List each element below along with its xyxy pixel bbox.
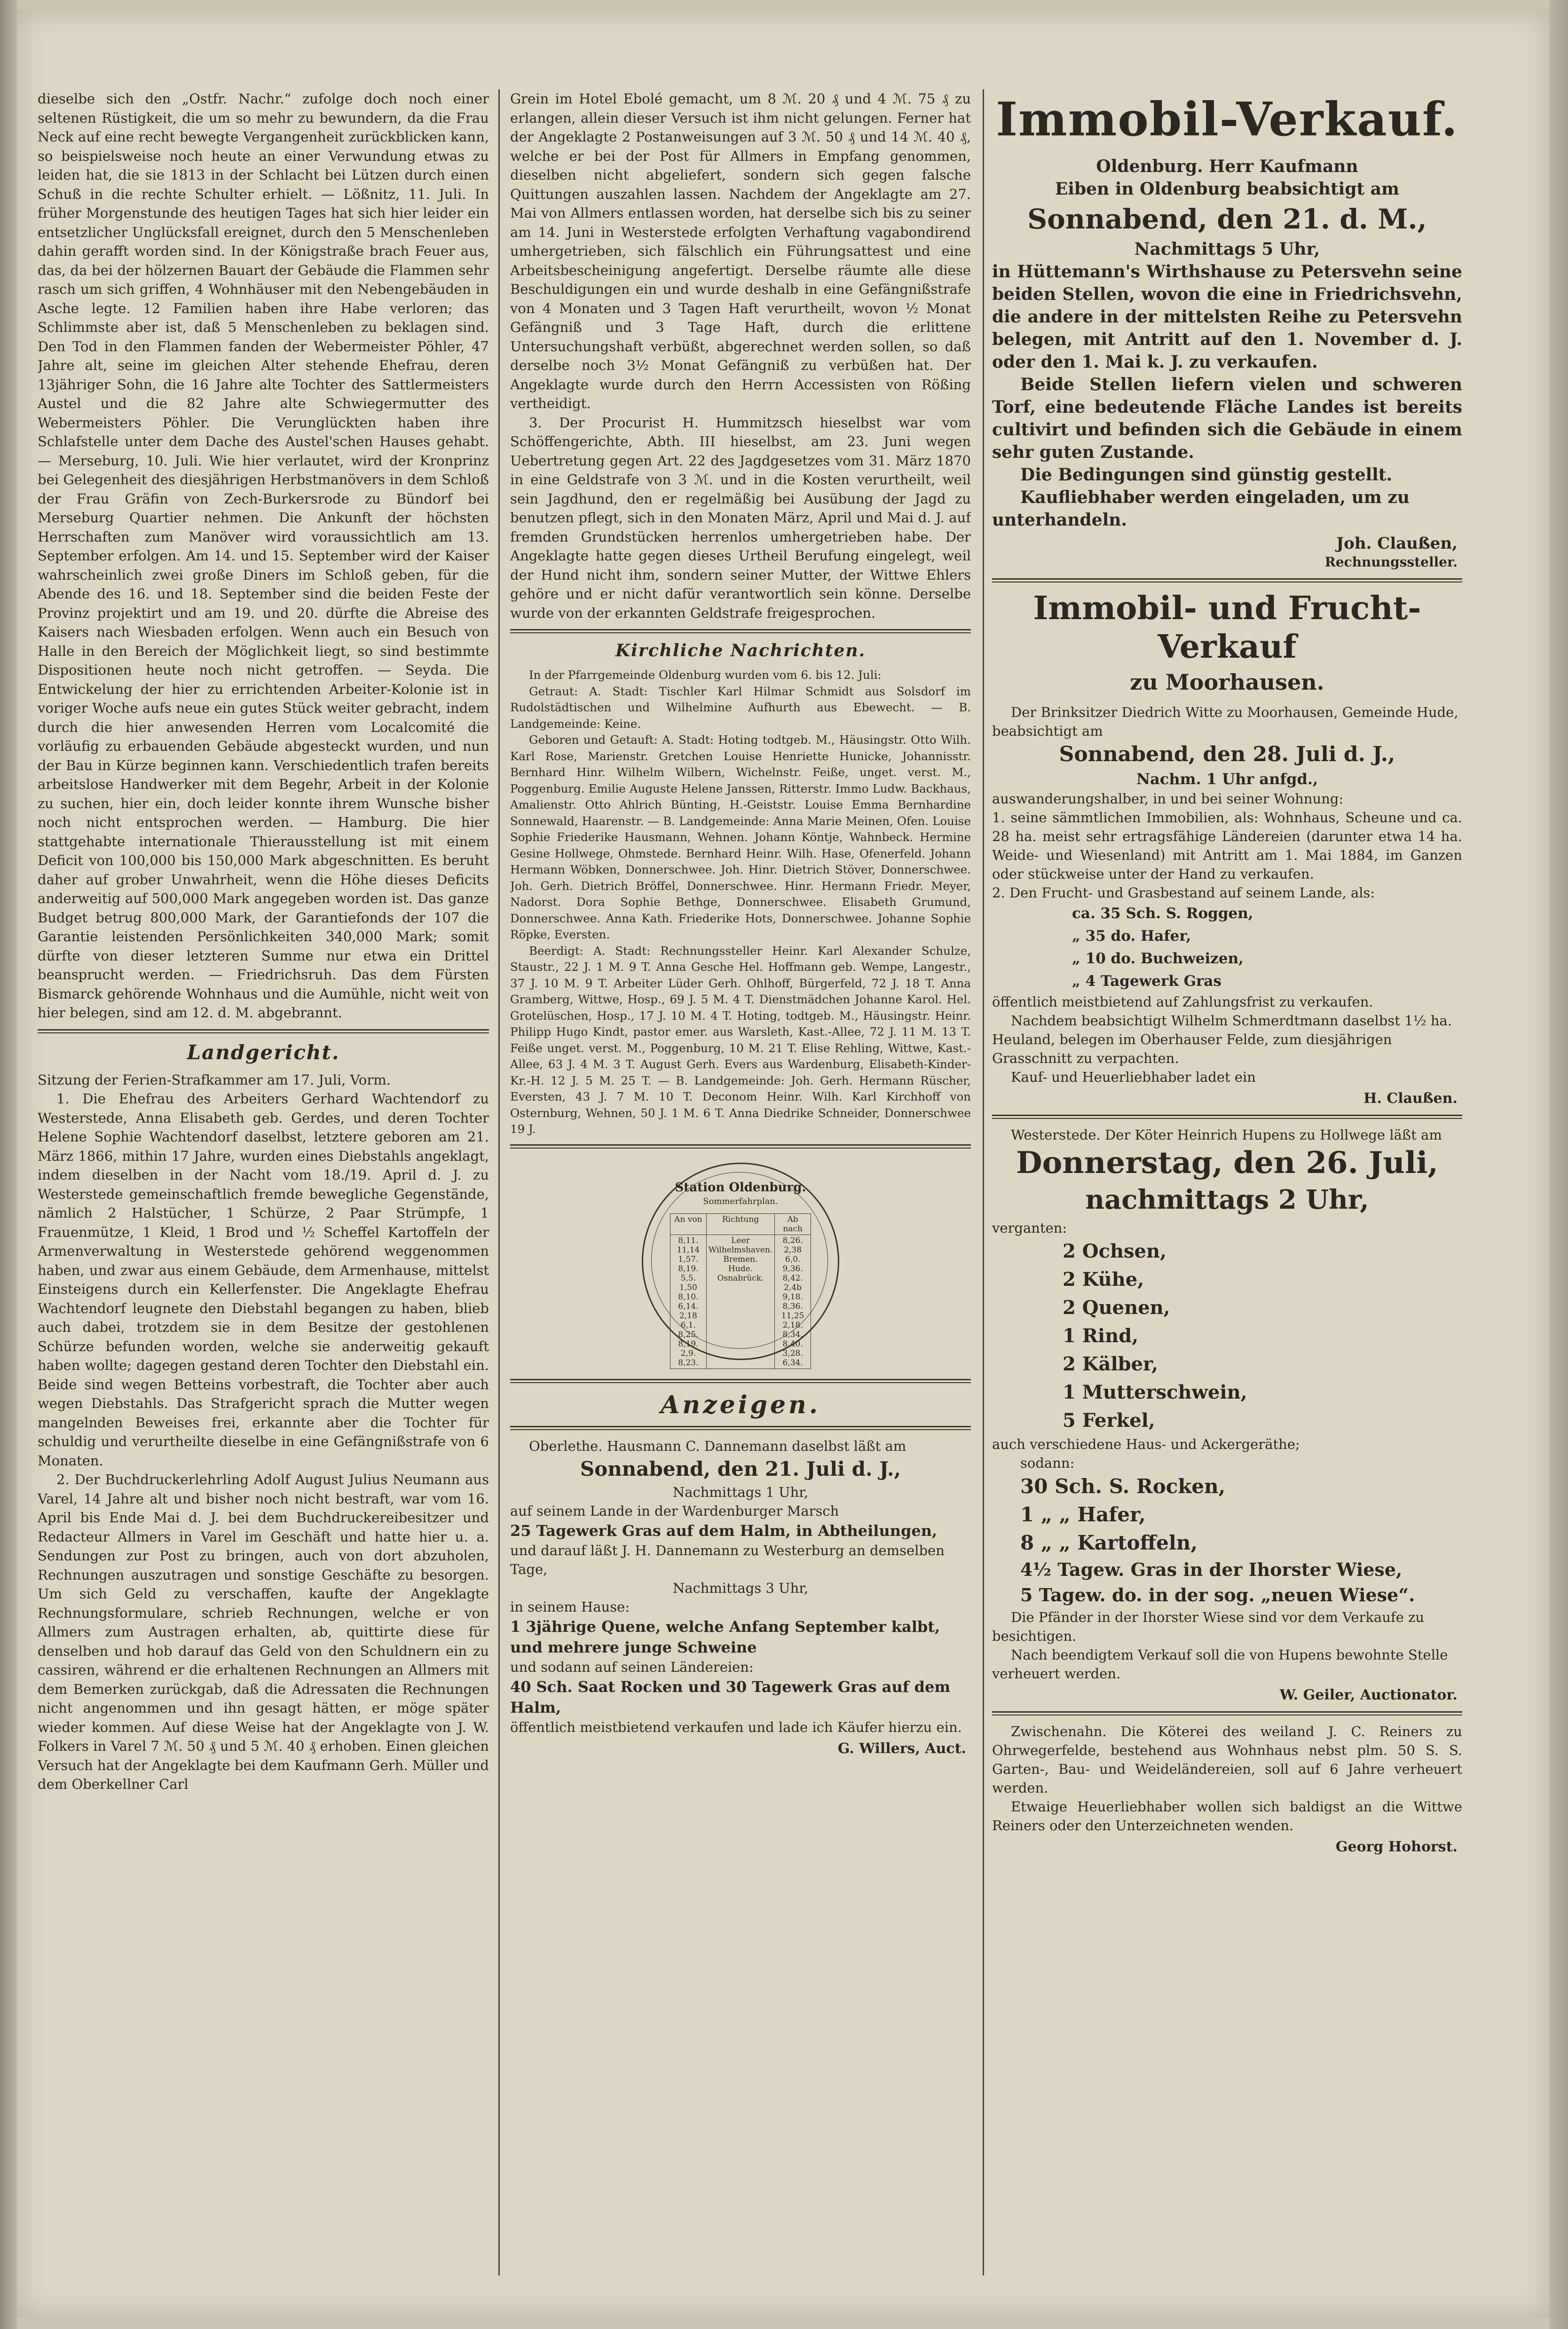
- section-divider: [510, 629, 971, 633]
- ad-frucht-time: Nachm. 1 Uhr anfgd.,: [1136, 770, 1318, 788]
- ad-hupens-animal: 1 Rind,: [1063, 1325, 1139, 1347]
- section-divider: [992, 1711, 1462, 1715]
- ad-hupens-signature: W. Geiler, Auctionator.: [1279, 1687, 1458, 1703]
- ad-hupens-animal: 2 Kühe,: [1063, 1268, 1144, 1290]
- ad-frucht-text-6: Kauf- und Heuerliebhaber ladet ein: [1011, 1069, 1256, 1085]
- section-divider: [992, 1115, 1462, 1119]
- ad-frucht-text-3: 2. Den Frucht- und Grasbestand auf seinem Lande, als:: [992, 885, 1375, 901]
- ad-dannemann-intro: Oberlethe. Hausmann C. Dannemann daselbst läßt am: [529, 1438, 906, 1454]
- ad-hupens-crop: 4½ Tagew. Gras in der Ihorster Wiese,: [1020, 1559, 1403, 1580]
- ad-frucht-row: „ 4 Tagewerk Gras: [1072, 973, 1221, 990]
- ad-frucht-text-5: Nachdem beabsichtigt Wilhelm Schmerdtmann daselbst 1½ ha. Heuland, belegen im Oberhauser Felde, zum diesjährigen Grasschnitt zu verpachten.: [992, 1013, 1452, 1066]
- timetable-title: Station Oldenburg.: [675, 1180, 806, 1195]
- page-edge: [1550, 0, 1568, 2329]
- ad-frucht-text-1: auswanderungshalber, in und bei seiner Wohnung:: [992, 791, 1344, 807]
- ad-hupens-date: Donnerstag, den 26. Juli,: [1016, 1145, 1438, 1180]
- column-rule: [498, 89, 500, 2275]
- church-heading: Kirchliche Nachrichten.: [615, 641, 866, 661]
- binding-edge: [0, 0, 17, 2329]
- ad-immobil-signature-role: Rechnungssteller.: [1324, 554, 1458, 570]
- court-heading: Landgericht.: [187, 1040, 340, 1064]
- ad-immobil-line-1: Oldenburg. Herr Kaufmann: [1096, 157, 1358, 176]
- timetable-header-arrivals: An von: [670, 1213, 707, 1235]
- section-divider: [510, 1379, 971, 1383]
- ad-frucht-row: „ 35 do. Hafer,: [1072, 928, 1191, 944]
- ad-hupens-verb: verganten:: [992, 1220, 1067, 1236]
- church-births: Geboren und Getauft: A. Stadt: Hoting todtgeb. M., Häusingstr. Otto Wilh. Karl Rose, Marienstr. Gretchen Louise Henriette Hunicke, Johannisstr. Bernhard Hinr. Wilhelm Wilbern, Wichelnstr. Feiße, unget. verst. M., Poggenburg. Emilie Auguste Helene Janssen, Ritterstr. Immo Ludw. Backhaus, Amalienstr. Otto Ahlrich Bünting, H.-Geiststr. Louise Emma Bernhardine Sonnewald, Haarenstr. — B. Landgemeinde: Anna Marie Meinen, Ofen. Louise Sophie Friederike Hausmann, Wehnen. Johann Köntje, Wahnbeck. Hermine Gesine Hollwege, Ohmstede. Bernhard Heinr. Wilh. Hase, Ofenerfeld. Johann Hermann Wöbken, Donnerschwee. Joh. Hinr. Dietrich Stöver, Donnerschwee. Joh. Gerh. Dietrich Bröffel, Donnerschwee. Hinr. Hermann Friedr. Meyer, Nadorst. Dora Sophie Bethge, Donnerschwee. Elisabeth Grumund, Donnerschwee. Anna Kath. Friederike Hots, Donnerschwee. Johanne Sophie Röpke, Eversten.: [510, 733, 971, 941]
- ad-frucht-intro: Der Brinksitzer Diedrich Witte zu Moorhausen, Gemeinde Hude, beabsichtigt am: [992, 704, 1458, 739]
- ad-immobil-body-3: Die Bedingungen sind günstig gestellt.: [1020, 465, 1392, 485]
- section-divider: [992, 578, 1462, 582]
- ad-hupens-animal: 2 Kälber,: [1063, 1353, 1158, 1375]
- ad-dannemann-item-2: 1 3jährige Quene, welche Anfang September kalbt, und mehrere junge Schweine: [510, 1617, 940, 1656]
- column-1: [38, 89, 489, 2299]
- section-divider: [510, 1426, 971, 1430]
- ad-immobil-time: Nachmittags 5 Uhr,: [1134, 239, 1320, 259]
- ad-dannemann-and: und darauf läßt J. H. Dannemann zu Westerburg an demselben Tage,: [510, 1542, 945, 1577]
- court-case-1: 1. Die Ehefrau des Arbeiters Gerhard Wachtendorf zu Westerstede, Anna Elisabeth geb. Gerdes, und deren Tochter Helene Sophie Wachtendorf daselbst, letztere geboren am 21. März 1866, mithin 17 Jahre, wurden eines Diebstahls angeklagt, indem dieselben in der Nacht vom 18./19. April d. J. zu Westerstede gemeinschaftlich fremde bewegliche Gegenstände, nämlich 2 Halstücher, 1 Schürze, 2 Paar Strümpfe, 1 Frauenmütze, 1 Kleid, 1 Brod und ½ Scheffel Kartoffeln der Armenverwaltung in Westerstede gehörend weggenommen haben, und zwar aus einem Gebäude, dem Armenhause, mittelst Einsteigens durch ein Kellerfenster. Die Angeklagte Ehefrau Wachtendorf leugnete den Diebstahl begangen zu haben, blieb auch dabei, trotzdem sie in dem Besitze der gestohlenen Schürze befunden worden, welche sie anderweitig gekauft haben wollte; dagegen gestand deren Tochter den Diebstahl ein. Beide sind wegen Betteins vorbestraft, die Tochter aber auch wegen Diebstahls. Das Strafgericht sprach die Mutter wegen mangelnden Beweises frei, erkannte aber die Tochter für schuldig und verurtheilte dieselbe in eine Gefängnißstrafe von 6 Monaten.: [38, 1091, 489, 1469]
- church-marriages: Getraut: A. Stadt: Tischler Karl Hilmar Schmidt aus Solsdorf im Rudolstädtischen und Wilhelmine Aufhurth aus Ebewecht. — B. Landgemeinde: Keine.: [510, 684, 971, 731]
- ad-dannemann-date: Sonnabend, den 21. Juli d. J.,: [580, 1457, 901, 1480]
- ad-dannemann-location: auf seinem Lande in der Wardenburger Marsch: [510, 1503, 839, 1519]
- ad-hupens-text-3: Die Pfänder in der Ihorster Wiese sind vor dem Verkaufe zu besichtigen.: [992, 1609, 1425, 1644]
- timetable-header-direction: Richtung: [706, 1213, 774, 1235]
- timetable-subtitle: Sommerfahrplan.: [703, 1196, 778, 1206]
- ad-hupens-crop: 30 Sch. S. Rocken,: [1020, 1475, 1226, 1498]
- ad-frucht-signature: H. Claußen.: [1363, 1090, 1458, 1107]
- ad-frucht-text-4: öffentlich meistbietend auf Zahlungsfrist zu verkaufen.: [992, 994, 1373, 1010]
- timetable-arrivals: 8,11. 11,14 1,57. 8,19. 5,5. 1,50 8,10. 6,14. 2,18 6,1. 8,25. 8,19. 2,9. 8,23.: [670, 1235, 707, 1369]
- timetable-directions: Leer Wilhelmshaven. Bremen. Hude. Osnabrück.: [706, 1235, 774, 1369]
- ad-dannemann-lands: und sodann auf seinen Ländereien:: [510, 1659, 754, 1675]
- timetable-departures: 8,26. 2,38 6,0. 9,36. 8,42. 2,4b 9,18. 8,36. 11,25 2,18. 8,34. 8,40. 3,28. 6,34.: [775, 1235, 811, 1369]
- column-2: [510, 89, 971, 2299]
- column-3: [992, 89, 1462, 2299]
- ad-hupens-animal: 2 Ochsen,: [1063, 1240, 1167, 1262]
- ad-dannemann-signature: G. Willers, Auct.: [837, 1740, 966, 1757]
- court-session: Sitzung der Ferien-Strafkammer am 17. Juli, Vorm.: [38, 1071, 391, 1088]
- ad-immobil-body-4: Kaufliebhaber werden eingeladen, um zu unterhandeln.: [992, 488, 1410, 530]
- ad-frucht-date: Sonnabend, den 28. Juli d. J.,: [1059, 742, 1395, 766]
- ad-frucht-row: „ 10 do. Buchweizen,: [1072, 950, 1244, 967]
- ad-immobil-signature: Joh. Claußen,: [1336, 534, 1458, 553]
- column-rule: [983, 89, 984, 2275]
- court-case-3: 3. Der Procurist H. Hummitzsch hieselbst war vom Schöffengerichte, Abth. III hieselbst, am 23. Juni wegen Uebertretung gegen Art. 22 des Jagdgesetzes vom 31. März 1870 in eine Geldstrafe von 3 ℳ. und in die Kosten verurtheilt, weil sein Jagdhund, den er regelmäßig bei Ausübung der Jagd zu benutzen pflegt, sich in den Monaten März, April und Mai d. J. auf fremden Grundstücken herrenlos umhergetrieben habe. Der Angeklagte hatte gegen dieses Urtheil Berufung eingelegt, weil der Hund nicht ihm, sondern seiner Mutter, der Wittwe Ehlers gehöre und er nicht dafür verantwortlich sein könne. Derselbe wurde von der erkannten Geldstrafe freigesprochen.: [510, 414, 971, 621]
- ads-heading: Anzeigen.: [661, 1390, 820, 1419]
- ad-dannemann-item-3: 40 Sch. Saat Rocken und 30 Tagewerk Gras auf dem Halm,: [510, 1677, 951, 1716]
- ad-immobil-body-2: Beide Stellen liefern vielen und schweren Torf, eine bedeutende Fläche Landes ist bereits cultivirt und befinden sich die Gebäude in einem sehr guten Zustande.: [992, 375, 1462, 462]
- section-divider: [38, 1029, 489, 1033]
- train-timetable-seal: [642, 1163, 839, 1368]
- ad-reiners-text-1: Zwischenahn. Die Köterei des weiland J. C. Reiners zu Ohrwegerfelde, bestehend aus Wohnhaus nebst plm. 50 S. S. Garten-, Bau- und Weideländereien, soll auf 6 Jahre verheuert werden.: [992, 1723, 1462, 1796]
- ad-frucht-subtitle: zu Moorhausen.: [1130, 669, 1324, 695]
- ad-frucht-text-2: 1. seine sämmtlichen Immobilien, als: Wohnhaus, Scheune und ca. 28 ha. meist sehr ertragsfähige Ländereien (darunter etwa 14 ha. Weide- und Wiesenland) mit Antritt am 1. Mai 1884, im Ganzen oder stückweise unter der Hand zu verkaufen.: [992, 810, 1462, 882]
- ad-hupens-animal: 2 Quenen,: [1063, 1297, 1170, 1319]
- ad-hupens-crop: 5 Tagew. do. in der sog. „neuen Wiese“.: [1020, 1584, 1415, 1605]
- court-case-2: 2. Der Buchdruckerlehrling Adolf August Julius Neumann aus Varel, 14 Jahre alt und bisher noch nicht bestraft, war vom 16. April bis Ende Mai d. J. bei dem Buchdruckereibesitzer und Redacteur Allmers in Varel im Geschäft und hatte hier u. a. Sendungen zur Post zu bringen, auch von dort abzuholen, Rechnungen auszutragen und sonstige Geschäfte zu besorgen. Um sich Geld zu verschaffen, kaufte der Angeklagte Rechnungsformulare, schrieb Rechnungen, welche er von Allmers zum Austragen erhalten, ab, quittirte diese für denselben und hob darauf das Geld von den Schuldnern ein zu cassiren, während er die erhaltenen Rechnungen an Allmers mit dem Bemerken zurückgab, daß die Adressaten die Rechnungen nicht angenommen und ihn gesagt hätten, er möge später wieder kommen. Auf diese Weise hat der Angeklagte von J. W. Folkers in Varel 7 ℳ. 50 ₰ und 5 ℳ. 40 ₰ erhoben. Einen gleichen Versuch hat der Angeklagte bei dem Kaufmann Gerh. Müller und dem Oberkellner Carl: [38, 1471, 489, 1792]
- ad-immobil-date: Sonnabend, den 21. d. M.,: [1027, 203, 1427, 235]
- ad-hupens-crop: 1 „ „ Hafer,: [1020, 1503, 1146, 1526]
- ad-hupens-animal: 5 Ferkel,: [1063, 1409, 1155, 1432]
- ad-hupens-text-1: auch verschiedene Haus- und Ackergeräthe;: [992, 1436, 1300, 1452]
- ad-reiners-signature: Georg Hohorst.: [1335, 1839, 1458, 1855]
- ad-immobil-body: in Hüttemann's Wirthshause zu Petersvehn seine beiden Stellen, wovon die eine in Friedrichsvehn, die andere in der mittelsten Reihe zu Petersvehn belegen, mit Antritt auf den 1. November d. J. oder den 1. Mai k. J. zu verkaufen.: [992, 262, 1462, 372]
- ad-immobil-line-2: Eiben in Oldenburg beabsichtigt am: [1055, 179, 1400, 199]
- ad-hupens-intro: Westerstede. Der Köter Heinrich Hupens zu Hollwege läßt am: [1011, 1127, 1442, 1143]
- ad-immobil-title: Immobil-Verkauf.: [996, 93, 1458, 147]
- timetable-table: [670, 1213, 811, 1369]
- ad-reiners-text-2: Etwaige Heuerliebhaber wollen sich baldigst an die Wittwe Reiners oder den Unterzeichneten wenden.: [992, 1799, 1462, 1833]
- church-burials: Beerdigt: A. Stadt: Rechnungssteller Heinr. Karl Alexander Schulze, Staustr., 22 J. 1 M. 9 T. Anna Gesche Hel. Hoffmann geb. Wempe, Langestr., 37 J. 10 M. 9 T. Arbeiter Lüder Gerh. Ohlhoff, Bürgerfeld, 72 J. 18 T. Anna Gramberg, Wittwe, Hosp., 69 J. 5 M. 4 T. Dienstmädchen Johanne Karol. Hel. Grotelüschen, Hosp., 17 J. 10 M. 4 T. Hoting, todtgeb. M., Häusingstr. Heinr. Philipp Hugo Kindt, pastor emer. aus Warsleth, Kast.-Allee, 72 J. 11 M. 13 T. Feiße unget. verst. M., Poggenburg, 10 M. 21 T. Elise Rehling, Wittwe, Kast.-Allee, 63 J. 4 M. 3 T. August Gerh. Evers aus Wardenburg, Elisabeth-Kinder-Kr.-H. 12 J. 5 M. 25 T. — B. Landgemeinde: Joh. Gerh. Hermann Rüscher, Eversten, 43 J. 7 M. 10 T. Deconom Heinr. Wilh. Karl Kirchhoff von Osternburg, Wehnen, 50 J. 1 M. 6 T. Anna Diedrike Schneider, Donnerschwee 19 J.: [510, 944, 971, 1136]
- section-divider: [510, 1144, 971, 1149]
- ad-hupens-time: nachmittags 2 Uhr,: [1085, 1184, 1369, 1215]
- ad-frucht-title: Immobil- und Frucht-Verkauf: [1033, 590, 1421, 666]
- ad-dannemann-time-2: Nachmittags 3 Uhr,: [672, 1580, 809, 1596]
- ad-dannemann-item-1: 25 Tagewerk Gras auf dem Halm, in Abtheilungen,: [510, 1521, 938, 1540]
- timetable-header-departures: Ab nach: [775, 1213, 811, 1235]
- ad-dannemann-closing: öffentlich meistbietend verkaufen und lade ich Käufer hierzu ein.: [510, 1719, 962, 1735]
- church-intro: In der Pfarrgemeinde Oldenburg wurden vom 6. bis 12. Juli:: [529, 668, 882, 682]
- ad-hupens-crop: 8 „ „ Kartoffeln,: [1020, 1531, 1198, 1554]
- ad-hupens-animal: 1 Mutterschwein,: [1063, 1381, 1247, 1403]
- court-continuation: Grein im Hotel Ebolé gemacht, um 8 ℳ. 20 ₰ und 4 ℳ. 75 ₰ zu erlangen, allein dieser Versuch ist ihm nicht gelungen. Ferner hat der Angeklagte 2 Postanweisungen auf 3 ℳ. 50 ₰ und 14 ℳ. 40 ₰, welche er bei der Post für Allmers in Empfang genommen, dieselben nicht abgeliefert, sondern sich gegen falsche Quittungen auszahlen lassen. Nachdem der Angeklagte am 27. Mai von Allmers entlassen worden, hat derselbe sich bis zu seiner am 14. Juni in Westerstede erfolgten Verhaftung vagabondirend umhergetrieben, sich fälschlich ein Führungsattest und eine Arbeitsbescheinigung angefertigt. Derselbe räumte alle diese Beschuldigungen ein und wurde deshalb in eine Gefängnißstrafe von 4 Monaten und 3 Tagen Haft verurtheilt, wovon ½ Monat Gefängniß und 3 Tage Haft, durch die erlittene Untersuchungshaft verbüßt, abgerechnet werden sollen, so daß derselbe noch 3½ Monat Gefängniß zu verbüßen hat. Der Angeklagte wurde durch den Herrn Accessisten von Rößing vertheidigt.: [510, 91, 971, 411]
- ad-hupens-text-2: sodann:: [1020, 1455, 1075, 1471]
- ad-dannemann-house: in seinem Hause:: [510, 1598, 630, 1615]
- ad-frucht-row: ca. 35 Sch. S. Roggen,: [1072, 905, 1253, 922]
- ad-hupens-text-4: Nach beendigtem Verkauf soll die von Hupens bewohnte Stelle verheuert werden.: [992, 1647, 1448, 1682]
- ad-dannemann-time: Nachmittags 1 Uhr,: [672, 1484, 809, 1500]
- news-paragraph: dieselbe sich den „Ostfr. Nachr.“ zufolge doch noch einer seltenen Rüstigkeit, die um so mehr zu bewundern, da die Frau Neck auf eine recht bewegte Vergangenheit zurückblicken kann, so beispielsweise noch heute an einer Verwundung etwas zu leiden hat, die sie 1813 in der Schlacht bei Lützen durch einen Schuß in die rechte Schulter erhielt. — Lößnitz, 11. Juli. In früher Morgenstunde des heutigen Tages hat sich hier leider ein entsetzlicher Unglücksfall ereignet, durch den 5 Menschenleben dahin gerafft worden sind. In der Königstraße brach Feuer aus, das, da bei der hölzernen Bauart der Gebäude die Flammen sehr rasch um sich griffen, 4 Wohnhäuser mit den Nebengebäuden in Asche legte. 12 Familien haben ihre Habe verloren; das Schlimmste aber ist, daß 5 Menschenleben zu beklagen sind. Den Tod in den Flammen fanden der Webermeister Pöhler, 47 Jahre alt, seine im gleichen Alter stehende Ehefrau, deren 13jähriger Sohn, die 16 Jahre alte Tochter des Sattlermeisters Austel und die 82 Jahre alte Schwiegermutter des Webermeisters Pöhler. Die Verunglückten haben ihre Schlafstelle unter dem Dache des Austel'schen Hauses gehabt. — Merseburg, 10. Juli. Wie hier verlautet, wird der Kronprinz bei Gelegenheit des diesjährigen Herbstmanövers in dem Schloß der Frau Gräfin von Zech-Burkersrode zu Bündorf bei Merseburg Quartier nehmen. Die Ankunft der höchsten Herrschaften zum Manöver wird voraussichtlich am 13. September erfolgen. Am 14. und 15. September wird der Kaiser wahrscheinlich zwei große Diners im Schloß geben, für die Abende des 16. und 18. September sind die beiden Feste der Provinz projektirt und am 19. und 20. dürfte die Abreise des Kaisers nach Wiesbaden erfolgen. Wenn auch ein Besuch von Halle in den Bereich der Möglichkeit liegt, so sind bestimmte Dispositionen heute noch nicht getroffen. — Seyda. Die Entwickelung der hier zu errichtenden Arbeiter-Kolonie ist in voriger Woche aufs neue ein gutes Stück weiter gebracht, indem durch die hier anwesenden Herren vom Localcomité die vorläufig zu erbauenden Gebäude abgesteckt wurden, und nun der Bau in Kürze beginnen kann. Verschiedentlich trafen bereits arbeitslose Handwerker mit dem Begehr, Arbeit in der Kolonie zu suchen, hier ein, doch leider konnte ihrem Wunsche bisher noch nicht entsprochen werden. — Hamburg. Die hier stattgehabte internationale Thierausstellung ist mit einem Deficit von 100,000 bis 150,000 Mark abgeschnitten. Es beruht daher auf grober Unwahrheit, wenn die Höhe dieses Deficits anderweitig auf 500,000 Mark angegeben worden ist. Das ganze Budget betrug 800,000 Mark, der Garantiefonds der 107 die Garantie leistenden Persönlichkeiten 340,000 Mark; somit dürfte von dieser letzteren Summe nur etwa ein Drittel beansprucht werden. — Friedrichsruh. Das dem Fürsten Bismarck gehörende Wohnhaus und die Aumühle, nicht weit von hier belegen, sind am 12. d. M. abgebrannt.: [38, 91, 489, 1021]
